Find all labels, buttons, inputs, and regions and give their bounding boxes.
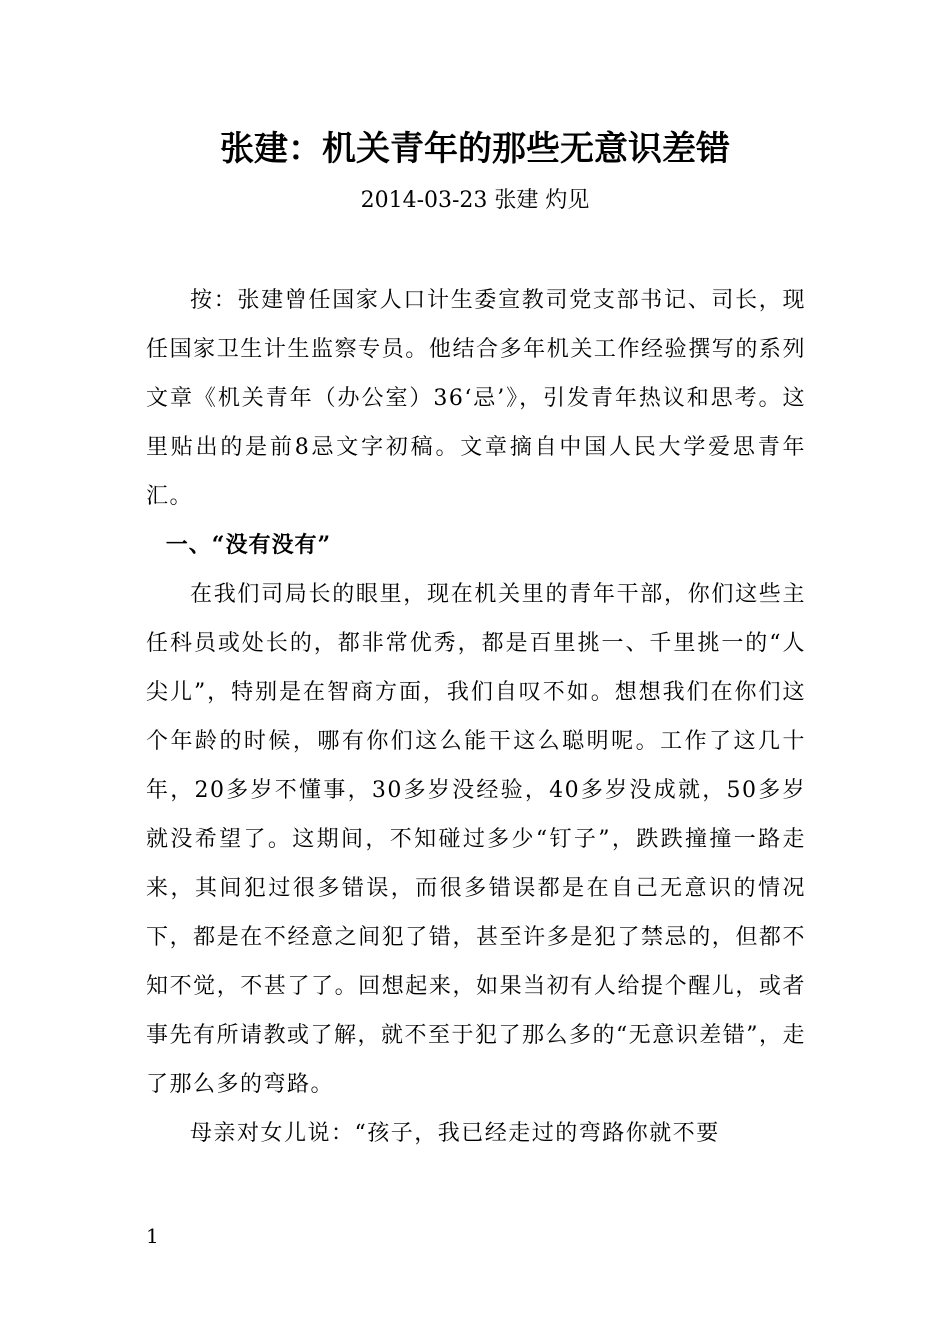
section-heading: 一、“没有没有”: [165, 532, 332, 558]
page-title: 张建：机关青年的那些无意识差错: [220, 129, 730, 169]
preface-paragraph: 按：张建曾任国家人口计生委宣教司党支部书记、司长，现任国家卫生计生监察专员。他结合多年机关工作经验撰写的系列文章《机关青年（办公室）36‘忌’》，引发青年热议和思考。这里贴出的是前8忌文字初稿。文章摘自中国人民大学爱思青年汇。: [146, 288, 806, 509]
page-number: 1: [146, 1224, 159, 1248]
article-body: [146, 276, 806, 1158]
body-paragraph-continued: 母亲对女儿说：“孩子，我已经走过的弯路你就不要: [190, 1121, 720, 1146]
byline: 2014-03-23 张建 灼见: [360, 188, 590, 213]
body-paragraph: 在我们司局长的眼里，现在机关里的青年干部，你们这些主任科员或处长的，都非常优秀，都是百里挑一、千里挑一的“人尖儿”，特别是在智商方面，我们自叹不如。想想我们在你们这个年龄的时候，哪有你们这么能干这么聪明呢。工作了这几十年，20多岁不懂事，30多岁没经验，40多岁没成就，50多岁就没希望了。这期间，不知碰过多少“钉子”，跌跌撞撞一路走来，其间犯过很多错误，而很多错误都是在自己无意识的情况下，都是在不经意之间犯了错，甚至许多是犯了禁忌的，但都不知不觉，不甚了了。回想起来，如果当初有人给提个醒儿，或者事先有所请教或了解，就不至于犯了那么多的“无意识差错”，走了那么多的弯路。: [146, 582, 806, 1097]
